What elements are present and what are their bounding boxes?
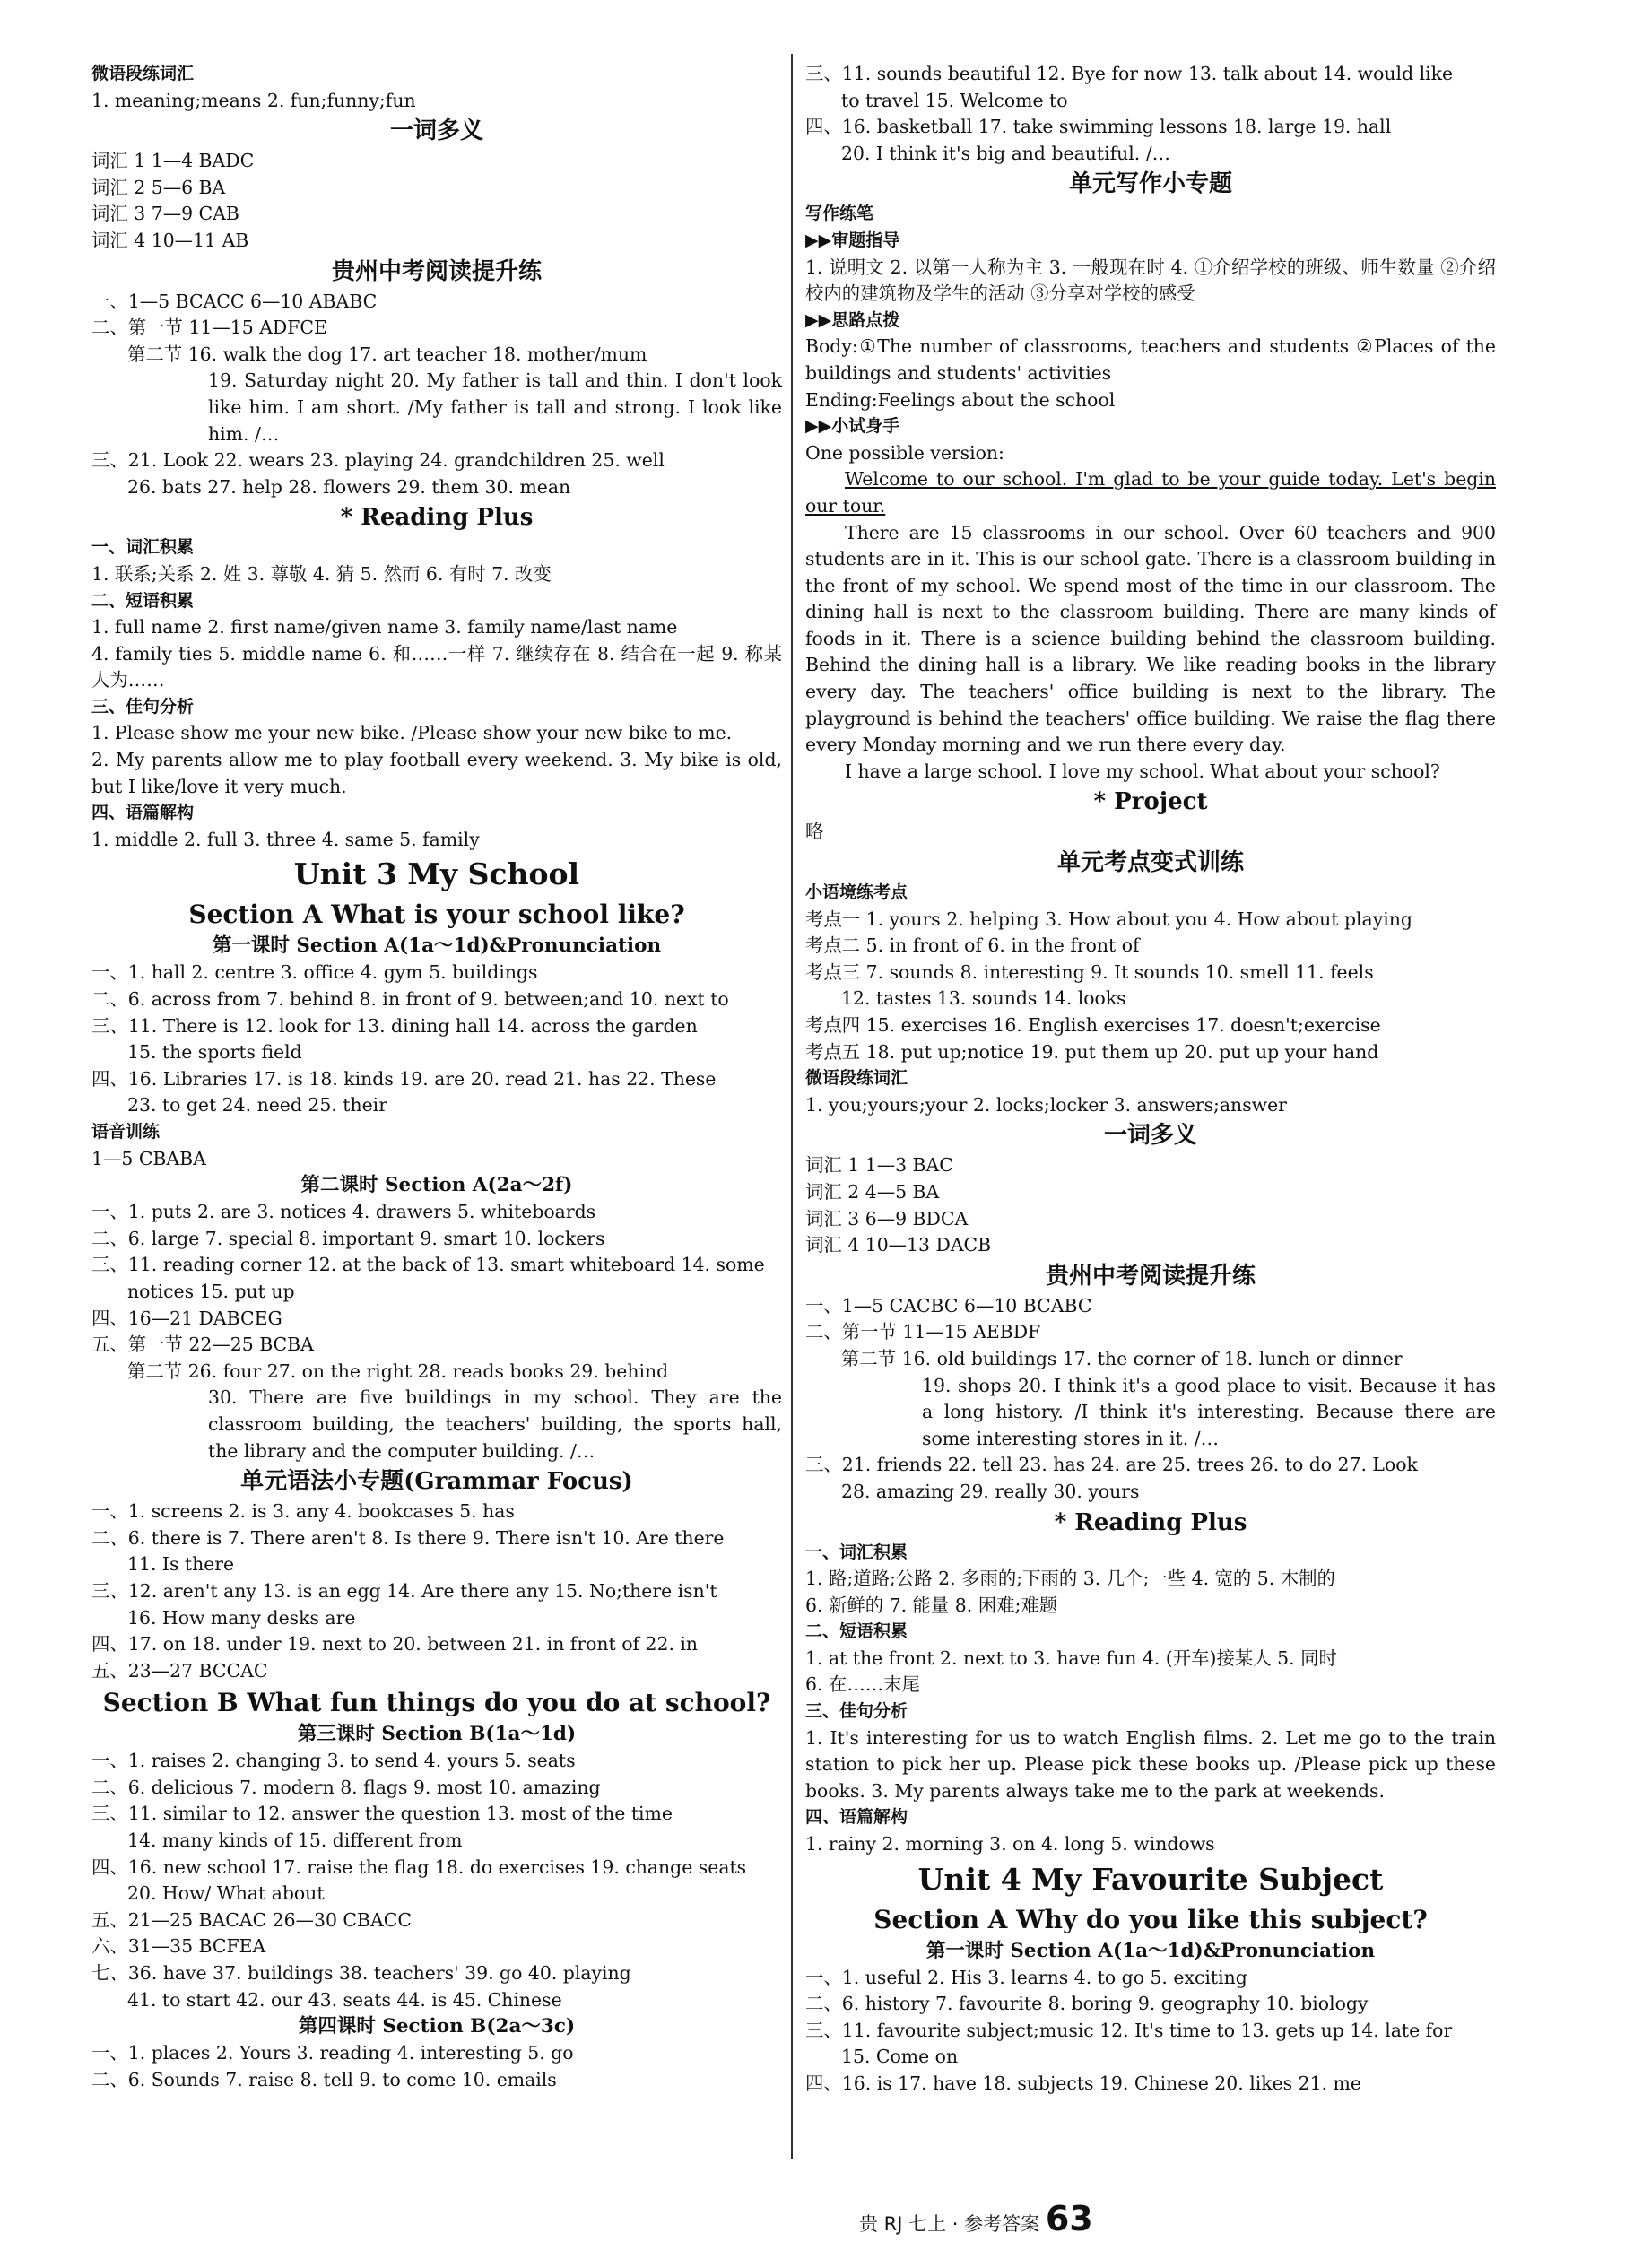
section-title: Section B What fun things do you do at school? [102,1688,771,1718]
answer-line: 考点一 1. yours 2. helping 3. How about you 4. How about playing [805,908,1412,930]
answer-line: 词汇 2 4—5 BA [805,1180,940,1203]
heading: * Reading Plus [1054,1508,1247,1536]
unit-title: Unit 4 My Favourite Subject [917,1861,1384,1897]
answer-line: 11. Is there [127,1553,235,1576]
heading: 贵州中考阅读提升练 [331,257,542,285]
section-label: ▶▶小试身手 [805,416,900,437]
answer-line: 二、6. across from 7. behind 8. in front of 9. between;and 10. next to [91,988,729,1011]
answer-line: 12. tastes 13. sounds 14. looks [841,987,1126,1010]
answer-line: 四、16. basketball 17. take swimming lessons 18. large 19. hall [805,116,1392,138]
answer-line: 1—5 CBABA [91,1147,206,1169]
answer-line: 考点三 7. sounds 8. interesting 9. It sounds 10. smell 11. feels [805,960,1374,983]
section-label: 小语境练考点 [805,882,908,903]
answer-line: 二、6. there is 7. There aren't 8. Is there 9. There isn't 10. Are there [91,1526,725,1549]
answer-line: 四、16—21 DABCEG [91,1307,282,1329]
answer-line: 词汇 3 7—9 CAB [91,203,239,225]
column-divider [791,54,793,2159]
answer-line: 1. 联系;关系 2. 姓 3. 尊敬 4. 猜 5. 然而 6. 有时 7. 改变 [91,562,552,585]
answer-line: 第二节 16. walk the dog 17. art teacher 18. mother/mum [127,343,647,365]
answer-line: 词汇 4 10—11 AB [91,229,249,251]
section-title: Section A What is your school like? [188,899,685,930]
answer-line: 六、31—35 BCFEA [91,1935,266,1958]
answer-line: One possible version: [805,441,1004,464]
lesson-title: 第一课时 Section A(1a～1d)&Pronunciation [212,934,662,958]
answer-line: 七、36. have 37. buildings 38. teachers' 39. go 40. playing [91,1962,631,1985]
answer-line: 三、12. aren't any 13. is an egg 14. Are there any 15. No;there isn't [91,1579,717,1602]
unit-title: Unit 3 My School [293,856,580,892]
answer-line: 23. to get 24. need 25. their [127,1094,387,1117]
answer-line: 6. 在……末尾 [805,1673,920,1696]
answer-line: 五、23—27 BCCAC [91,1659,268,1681]
answer-line: 二、6. Sounds 7. raise 8. tell 9. to come 10. emails [91,2068,557,2090]
answer-line: 三、11. There is 12. look for 13. dining hall 14. across the garden [91,1014,698,1037]
answer-line: 1. 说明文 2. 以第一人称为主 3. 一般现在时 4. ①介绍学校的班级、师生数量 ②介绍校内的建筑物及学生的活动 ③分享对学校的感受 [805,256,1496,305]
lesson-title: 第二课时 Section A(2a～2f) [300,1174,573,1197]
section-label: 一、词汇积累 [805,1542,908,1562]
answer-line: 词汇 1 1—4 BADC [91,150,255,172]
answer-line: 三、11. sounds beautiful 12. Bye for now 13. talk about 14. would like [805,63,1454,84]
answer-line: 考点四 15. exercises 16. English exercises 17. doesn't;exercise [805,1014,1381,1036]
answer-line: 1. at the front 2. next to 3. have fun 4. (开车)接某人 5. 同时 [805,1647,1337,1669]
section-label: ▶▶审题指导 [805,230,900,250]
answer-line: 20. I think it's big and beautiful. /… [841,142,1171,164]
answer-line: notices 15. put up [127,1280,295,1302]
answer-line: 1. rainy 2. morning 3. on 4. long 5. windows [805,1833,1215,1855]
answer-line: 一、1. places 2. Yours 3. reading 4. interesting 5. go [91,2042,574,2064]
page-number: 63 [1045,2199,1093,2238]
left-column [91,61,782,2093]
answer-line: 19. Saturday night 20. My father is tall and thin. I don't look like him. I am short. /My father is tall and strong. I look like him. /… [208,369,782,445]
answer-line: 一、1. puts 2. are 3. notices 4. drawers 5. whiteboards [91,1201,596,1223]
answer-line: 词汇 1 1—3 BAC [805,1154,953,1177]
answer-line: 一、1—5 BCACC 6—10 ABABC [91,290,378,312]
answer-line: 16. How many desks are [127,1606,356,1629]
section-label: 三、佳句分析 [805,1701,908,1722]
answer-line: 考点二 5. in front of 6. in the front of [805,934,1140,957]
heading: * Reading Plus [340,504,534,532]
answer-line: 三、11. favourite subject;music 12. It's time to 13. gets up 14. late for [805,2019,1453,2041]
section-label: 四、语篇解构 [91,803,195,823]
answer-line: 第二节 26. four 27. on the right 28. reads books 29. behind [127,1360,669,1382]
answer-line: 词汇 4 10—13 DACB [805,1234,992,1256]
answer-line: 三、21. Look 22. wears 23. playing 24. grandchildren 25. well [91,449,665,472]
answer-line: 二、第一节 11—15 AEBDF [805,1321,1041,1343]
answer-line: 20. How/ What about [127,1882,325,1905]
page-footer [859,2199,1093,2238]
heading: 单元语法小专题(Grammar Focus) [240,1468,633,1496]
answer-line: 四、16. new school 17. raise the flag 18. do exercises 19. change seats [91,1855,747,1878]
answer-line: 四、17. on 18. under 19. next to 20. between 21. in front of 22. in [91,1633,699,1655]
heading: 单元考点变式训练 [1056,849,1244,877]
answer-line: 一、1. raises 2. changing 3. to send 4. yours 5. seats [91,1750,576,1772]
answer-line: 26. bats 27. help 28. flowers 29. them 30. mean [127,475,571,498]
section-label: ▶▶思路点拨 [805,309,900,330]
answer-line: Body:①The number of classrooms, teachers and students ②Places of the buildings and students' activities [805,335,1496,384]
answer-line: 二、6. large 7. special 8. important 9. smart 10. lockers [91,1227,605,1249]
answer-line: 三、11. reading corner 12. at the back of 13. smart whiteboard 14. some [91,1254,765,1276]
heading: * Project [1093,788,1208,816]
footer-label: 贵 RJ 七上 · 参考答案 [859,2213,1040,2235]
answer-line: Ending:Feelings about the school [805,388,1116,411]
answer-line: 1. middle 2. full 3. three 4. same 5. family [91,828,480,850]
answer-line: 19. shops 20. I think it's a good place to visit. Because it has a long history. /I think it's interesting. Because there are some interesting stores in it. /… [922,1374,1496,1449]
answer-line: 1. 路;道路;公路 2. 多雨的;下雨的 3. 几个;一些 4. 宽的 5. 木制的 [805,1568,1335,1590]
answer-line: 6. 新鲜的 7. 能量 8. 困难;难题 [805,1594,1058,1616]
answer-line: 15. the sports field [127,1041,302,1064]
answer-line: 第二节 16. old buildings 17. the corner of 18. lunch or dinner [841,1347,1403,1369]
answer-line: 1. full name 2. first name/given name 3. family name/last name [91,616,678,639]
answer-line: 4. family ties 5. middle name 6. 和……一样 7. 继续存在 8. 结合在一起 9. 称某人为…… [91,642,782,691]
answer-line: 一、1. hall 2. centre 3. office 4. gym 5. buildings [91,961,538,984]
section-label: 一、词汇积累 [91,537,195,558]
section-label: 语音训练 [91,1122,161,1142]
answer-line: 一、1. screens 2. is 3. any 4. bookcases 5. has [91,1500,515,1523]
lesson-title: 第四课时 Section B(2a～3c) [298,2015,576,2038]
section-label: 三、佳句分析 [91,696,195,717]
answer-line: 二、第一节 11—15 ADFCE [91,317,327,339]
answer-line: 三、21. friends 22. tell 23. has 24. are 25. trees 26. to do 27. Look [805,1454,1418,1476]
answer-line: to travel 15. Welcome to [841,89,1068,111]
heading: 一词多义 [389,117,483,145]
answer-line: 四、16. is 17. have 18. subjects 19. Chinese 20. likes 21. me [805,2072,1361,2094]
answer-line: 考点五 18. put up;notice 19. put them up 20. put up your hand [805,1040,1379,1063]
section-label: 写作练笔 [805,204,874,224]
answer-line: 略 [805,821,824,843]
answer-line: 五、第一节 22—25 BCBA [91,1334,314,1356]
heading: 单元写作小专题 [1068,170,1232,198]
answer-line: 2. My parents allow me to play football every weekend. 3. My bike is old, but I like/love it very much. [91,749,782,797]
answer-line: 1. It's interesting for us to watch English films. 2. Let me go to the train station to pick her up. Please pick these books up. /Please pick up these books. 3. My parents always take me to the park at weekends. [805,1726,1496,1802]
section-label: 微语段练词汇 [91,64,195,83]
answer-line: 28. amazing 29. really 30. yours [841,1480,1140,1502]
answer-line: 词汇 3 6—9 BDCA [805,1207,969,1230]
section-label: 微语段练词汇 [805,1068,908,1089]
lesson-title: 第三课时 Section B(1a～1d) [297,1723,577,1746]
answer-line: 1. Please show me your new bike. /Please show your new bike to me. [91,722,733,744]
heading: 贵州中考阅读提升练 [1045,1262,1256,1290]
answer-line: 五、21—25 BACAC 26—30 CBACC [91,1908,412,1931]
answer-line: 1. meaning;means 2. fun;funny;fun [91,89,416,111]
answer-line: 三、11. similar to 12. answer the question 13. most of the time [91,1803,673,1825]
answer-line: 四、16. Libraries 17. is 18. kinds 19. are 20. read 21. has 22. These [91,1067,717,1090]
answer-line: 词汇 2 5—6 BA [91,176,226,198]
answer-line: 1. you;yours;your 2. locks;locker 3. answers;answer [805,1093,1287,1116]
answer-line: 15. Come on [841,2046,959,2068]
answer-line: 30. There are five buildings in my school. They are the classroom building, the teachers' building, the sports hall, the library and the computer building. /… [208,1386,782,1462]
essay-paragraph: I have a large school. I love my school. What about your school? [845,760,1440,782]
answer-line: 二、6. delicious 7. modern 8. flags 9. most 10. amazing [91,1776,601,1798]
answer-line: 一、1—5 CACBC 6—10 BCABC [805,1294,1092,1316]
essay-paragraph: Welcome to our school. I'm glad to be your guide today. Let's begin our tour. [805,468,1496,517]
answer-line: 一、1. useful 2. His 3. learns 4. to go 5. exciting [805,1966,1247,1988]
heading: 一词多义 [1103,1122,1197,1150]
section-title: Section A Why do you like this subject? [873,1904,1428,1934]
section-label: 二、短语积累 [91,590,195,611]
lesson-title: 第一课时 Section A(1a～1d)&Pronunciation [925,1939,1376,1962]
answer-line: 二、6. history 7. favourite 8. boring 9. geography 10. biology [805,1993,1369,2015]
answer-line: 41. to start 42. our 43. seats 44. is 45. Chinese [127,1988,562,2011]
section-label: 二、短语积累 [805,1621,908,1642]
essay-paragraph: There are 15 classrooms in our school. Over 60 teachers and 900 students are in it. This is our school gate. There is a classroom building in the front of my school. We spend most of the time in our classroom. The dining hall is next to the classroom building. There are many kinds of foods in it. There is a science building behind the classroom building. Behind the dining hall is a library. We like reading books in the library every day. The teachers' office building is next to the library. The playground is behind the teachers' office building. We raise the flag there every Monday morning and we run there every day. [805,521,1496,756]
right-column [805,61,1496,2098]
section-label: 四、语篇解构 [805,1807,908,1828]
answer-line: 14. many kinds of 15. different from [127,1829,463,1852]
